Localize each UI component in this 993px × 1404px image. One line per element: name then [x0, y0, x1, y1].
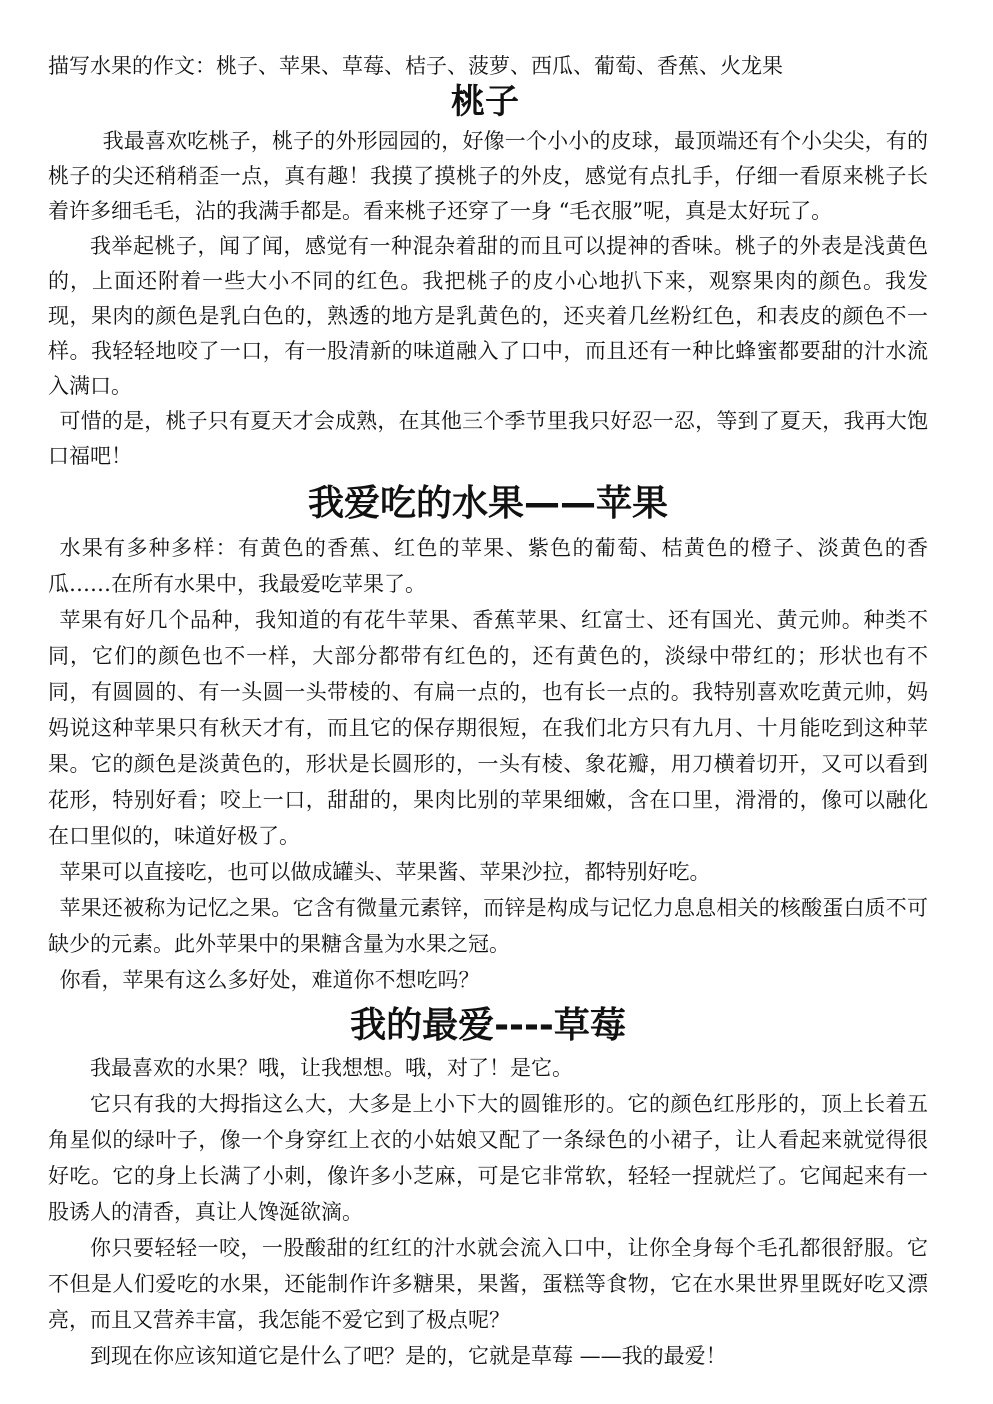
paragraph: 到现在你应该知道它是什么了吧？是的，它就是草莓 ——我的最爱！	[90, 1344, 727, 1368]
paragraph: 我最喜欢吃桃子，桃子的外形园园的，好像一个小小的皮球，最顶端还有个小尖尖，有的桃子的尖还稍稍歪一点，真有趣！我摸了摸桃子的外皮，感觉有点扎手，仔细一看原来桃子长着许多细毛毛，沾的我满手都是。看来桃子还穿了一身 “毛衣服”呢，真是太好玩了。	[48, 129, 928, 223]
section-apple	[48, 478, 928, 998]
section-strawberry	[48, 1002, 928, 1374]
paragraph: 苹果可以直接吃，也可以做成罐头、苹果酱、苹果沙拉，都特别好吃。	[59, 860, 711, 884]
paragraph: 可惜的是，桃子只有夏天才会成熟，在其他三个季节里我只好忍一忍，等到了夏天，我再大饱口福吧！	[48, 409, 928, 468]
section-title-apple: 我爱吃的水果——苹果	[307, 483, 668, 524]
paragraph: 我举起桃子，闻了闻，感觉有一种混杂着甜的而且可以提神的香味。桃子的外表是浅黄色的，上面还附着一些大小不同的红色。我把桃子的皮小心地扒下来，观察果肉的颜色。我发现，果肉的颜色是乳白色的，熟透的地方是乳黄色的，还夹着几丝粉红色，和表皮的颜色不一样。我轻轻地咬了一口，有一股清新的味道融入了口中，而且还有一种比蜂蜜都要甜的汁水流入满口。	[48, 234, 928, 398]
section-title-strawberry: 我的最爱----草莓	[350, 1005, 626, 1046]
paragraph: 你看，苹果有这么多好处，难道你不想吃吗？	[59, 968, 480, 992]
paragraph: 水果有多种多样：有黄色的香蕉、红色的苹果、紫色的葡萄、桔黄色的橙子、淡黄色的香瓜……在所有水果中，我最爱吃苹果了。	[48, 536, 928, 596]
paragraph: 它只有我的大拇指这么大，大多是上小下大的圆锥形的。它的颜色红彤彤的，顶上长着五角星似的绿叶子，像一个身穿红上衣的小姑娘又配了一条绿色的小裙子，让人看起来就觉得很好吃。它的身上长满了小刺，像许多小芝麻，可是它非常软，轻轻一捏就烂了。它闻起来有一股诱人的清香，真让人馋涎欲滴。	[48, 1092, 928, 1224]
paragraph: 你只要轻轻一咬，一股酸甜的红红的汁水就会流入口中，让你全身每个毛孔都很舒服。它不但是人们爱吃的水果，还能制作许多糖果，果酱，蛋糕等食物，它在水果世界里既好吃又漂亮，而且又营养丰富，我怎能不爱它到了极点呢？	[48, 1236, 928, 1332]
section-peach	[48, 80, 928, 474]
document-page	[48, 52, 928, 1374]
intro-line: 描写水果的作文：桃子、苹果、草莓、桔子、菠萝、西瓜、葡萄、香蕉、火龙果	[48, 54, 783, 78]
paragraph: 苹果还被称为记忆之果。它含有微量元素锌，而锌是构成与记忆力息息相关的核酸蛋白质不可缺少的元素。此外苹果中的果糖含量为水果之冠。	[48, 896, 928, 956]
section-title-peach: 桃子	[451, 82, 519, 122]
paragraph: 我最喜欢的水果？哦，让我想想。哦，对了！是它。	[90, 1056, 573, 1080]
paragraph: 苹果有好几个品种，我知道的有花牛苹果、香蕉苹果、红富士、还有国光、黄元帅。种类不同，它们的颜色也不一样，大部分都带有红色的，还有黄色的，淡绿中带红的；形状也有不同，有圆圆的、有一头圆一头带棱的、有扁一点的，也有长一点的。我特别喜欢吃黄元帅，妈妈说这种苹果只有秋天才有，而且它的保存期很短，在我们北方只有九月、十月能吃到这种苹果。它的颜色是淡黄色的，形状是长圆形的，一头有棱、象花瓣，用刀横着切开，又可以看到花形，特别好看；咬上一口，甜甜的，果肉比别的苹果细嫩，含在口里，滑滑的，像可以融化在口里似的，味道好极了。	[48, 608, 928, 848]
